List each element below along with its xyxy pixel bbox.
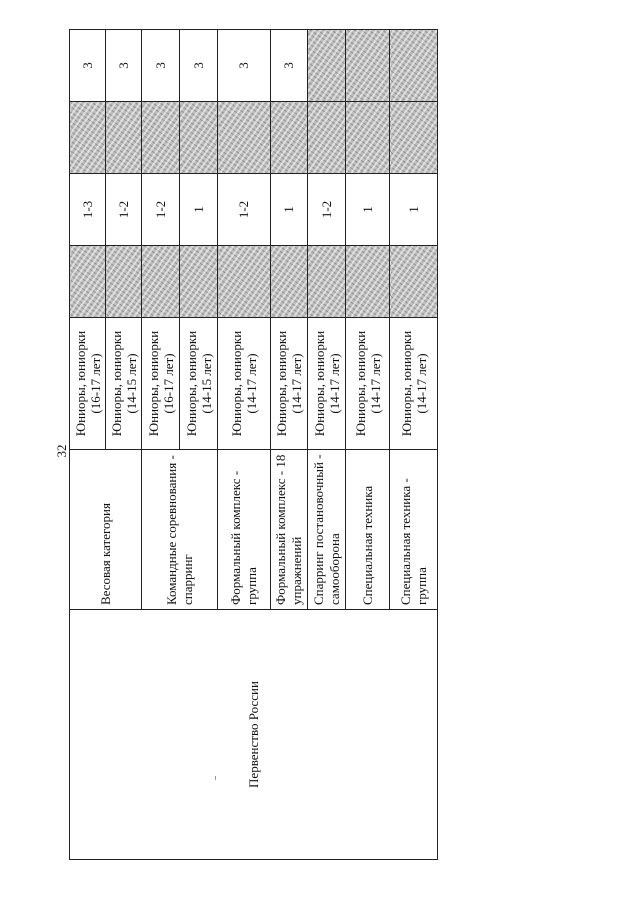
rotated-table bbox=[69, 30, 437, 860]
shaded-cell bbox=[218, 246, 271, 318]
age-group-cell bbox=[106, 318, 142, 450]
age-line: Юниоры, юниорки bbox=[398, 330, 414, 437]
age-group-cell bbox=[180, 318, 218, 450]
shaded-cell bbox=[271, 246, 308, 318]
places-cell: 1-2 bbox=[218, 174, 271, 246]
shaded-cell bbox=[271, 102, 308, 174]
age-group-cell bbox=[142, 318, 180, 450]
discipline-cell: Весовая категория bbox=[70, 450, 142, 610]
places-cell: 1-2 bbox=[308, 174, 346, 246]
table-row bbox=[70, 30, 106, 860]
age-line: Юниоры, юниорки bbox=[311, 330, 327, 437]
shaded-cell bbox=[308, 246, 346, 318]
age-group-cell bbox=[308, 318, 346, 450]
shaded-cell bbox=[390, 30, 438, 102]
shaded-cell bbox=[390, 246, 438, 318]
places-cell: 1-2 bbox=[142, 174, 180, 246]
discipline-cell: Спарринг постановочный - самооборона bbox=[308, 450, 346, 610]
age-line: Юниоры, юниорки bbox=[72, 330, 88, 437]
age-line: (14-17 лет) bbox=[367, 353, 383, 414]
shaded-cell bbox=[346, 102, 390, 174]
discipline-cell: Формальный комплекс - группа bbox=[218, 450, 271, 610]
age-line: (14-17 лет) bbox=[289, 353, 304, 414]
places-cell: 1-2 bbox=[106, 174, 142, 246]
discipline-cell: Формальный комплекс - 18 упражнений bbox=[271, 450, 308, 610]
page-number: 32 bbox=[54, 444, 69, 458]
places-cell: 1 bbox=[271, 174, 308, 246]
places-cell: 1 bbox=[390, 174, 438, 246]
count-cell: 3 bbox=[218, 30, 271, 102]
table-container bbox=[69, 30, 437, 860]
shaded-cell bbox=[346, 246, 390, 318]
shaded-cell bbox=[346, 30, 390, 102]
count-cell: 3 bbox=[180, 30, 218, 102]
shaded-cell bbox=[142, 102, 180, 174]
competition-table bbox=[69, 29, 438, 860]
age-group-cell bbox=[390, 318, 438, 450]
discipline-cell: Специальная техника - группа bbox=[390, 450, 438, 610]
count-cell: 3 bbox=[70, 30, 106, 102]
age-group-cell bbox=[271, 318, 308, 450]
age-line: Юниоры, юниорки bbox=[145, 330, 161, 437]
age-line: Юниоры, юниорки bbox=[108, 330, 124, 437]
age-line: (14-15 лет) bbox=[123, 353, 139, 414]
shaded-cell bbox=[106, 246, 142, 318]
age-group-cell bbox=[346, 318, 390, 450]
age-line: (14-17 лет) bbox=[413, 353, 429, 414]
competition-cell: Первенство России bbox=[70, 610, 438, 860]
shaded-cell bbox=[390, 102, 438, 174]
shaded-cell bbox=[218, 102, 271, 174]
shaded-cell bbox=[308, 30, 346, 102]
age-line: Юниоры, юниорки bbox=[274, 330, 289, 437]
places-cell: 1 bbox=[180, 174, 218, 246]
age-line: (16-17 лет) bbox=[87, 353, 103, 414]
shaded-cell bbox=[142, 246, 180, 318]
age-line: (16-17 лет) bbox=[160, 353, 176, 414]
age-line: Юниоры, юниорки bbox=[352, 330, 368, 437]
age-line: (14-17 лет) bbox=[244, 353, 259, 414]
shaded-cell bbox=[180, 246, 218, 318]
discipline-cell: Командные соревнования - спарринг bbox=[142, 450, 218, 610]
shaded-cell bbox=[180, 102, 218, 174]
count-cell: 3 bbox=[271, 30, 308, 102]
shaded-cell bbox=[70, 102, 106, 174]
age-group-cell bbox=[70, 318, 106, 450]
discipline-cell: Специальная техника bbox=[346, 450, 390, 610]
age-line: (14-15 лет) bbox=[198, 353, 214, 414]
age-line: Юниоры, юниорки bbox=[229, 330, 244, 437]
age-line: Юниоры, юниорки bbox=[183, 330, 199, 437]
shaded-cell bbox=[308, 102, 346, 174]
count-cell: 3 bbox=[142, 30, 180, 102]
shaded-cell bbox=[70, 246, 106, 318]
count-cell: 3 bbox=[106, 30, 142, 102]
age-group-cell bbox=[218, 318, 271, 450]
places-cell: 1-3 bbox=[70, 174, 106, 246]
shaded-cell bbox=[106, 102, 142, 174]
places-cell: 1 bbox=[346, 174, 390, 246]
age-line: (14-17 лет) bbox=[326, 353, 342, 414]
